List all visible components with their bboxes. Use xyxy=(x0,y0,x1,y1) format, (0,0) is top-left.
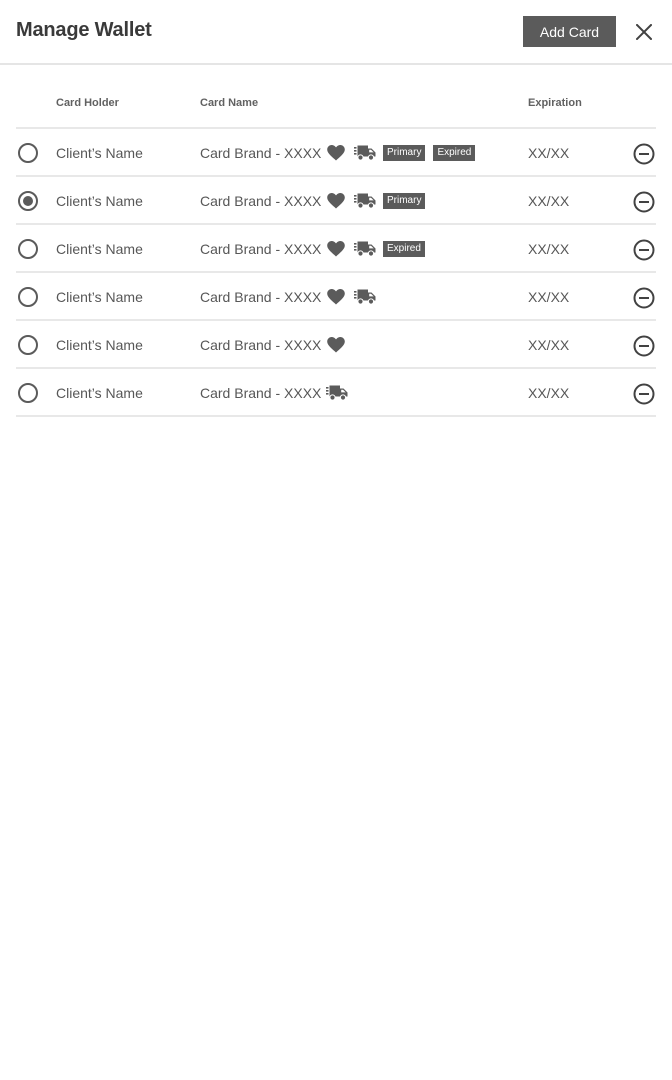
expiration-cell: XX/XX xyxy=(528,241,570,257)
status-badge: Expired xyxy=(383,241,425,257)
expiration-cell: XX/XX xyxy=(528,145,570,161)
column-header-expiration: Expiration xyxy=(528,97,582,109)
card-holder-cell: Client’s Name xyxy=(56,145,143,161)
card-holder-cell: Client’s Name xyxy=(56,193,143,209)
remove-card-button[interactable] xyxy=(632,142,656,166)
remove-card-button[interactable] xyxy=(632,238,656,262)
table-row xyxy=(16,369,656,417)
card-tags xyxy=(322,191,425,211)
radio-selected-dot xyxy=(23,196,33,206)
card-holder-cell: Client’s Name xyxy=(56,241,143,257)
expiration-cell: XX/XX xyxy=(528,193,570,209)
card-name-cell: Card Brand - XXXX xyxy=(200,385,322,401)
heart-icon xyxy=(326,192,346,210)
card-holder-cell: Client’s Name xyxy=(56,337,143,353)
card-holder-cell: Client’s Name xyxy=(56,289,143,305)
card-tags xyxy=(322,383,348,403)
card-tags xyxy=(322,335,346,355)
card-tags xyxy=(322,287,376,307)
card-select-radio-checked[interactable] xyxy=(18,191,38,211)
remove-card-button[interactable] xyxy=(632,382,656,406)
remove-card-button[interactable] xyxy=(632,286,656,310)
card-name-cell: Card Brand - XXXX xyxy=(200,193,322,209)
card-select-radio[interactable] xyxy=(18,383,38,403)
truck-icon xyxy=(354,288,376,306)
truck-icon xyxy=(354,144,376,162)
heart-icon xyxy=(326,336,346,354)
table-row xyxy=(16,177,656,225)
minus-circle-icon xyxy=(633,143,655,165)
card-tags xyxy=(322,239,425,259)
truck-icon xyxy=(354,240,376,258)
card-select-radio[interactable] xyxy=(18,287,38,307)
page-title: Manage Wallet xyxy=(16,19,152,41)
status-badge: Expired xyxy=(433,145,475,161)
table-row xyxy=(16,225,656,273)
card-name-cell: Card Brand - XXXX xyxy=(200,241,322,257)
remove-card-button[interactable] xyxy=(632,334,656,358)
heart-icon xyxy=(326,288,346,306)
table-row xyxy=(16,129,656,177)
status-badge: Primary xyxy=(383,145,425,161)
card-select-radio[interactable] xyxy=(18,335,38,355)
close-icon xyxy=(636,24,652,40)
add-card-button[interactable]: Add Card xyxy=(523,16,616,47)
close-button[interactable] xyxy=(632,20,656,44)
card-name-cell: Card Brand - XXXX xyxy=(200,337,322,353)
card-name-cell: Card Brand - XXXX xyxy=(200,145,322,161)
heart-icon xyxy=(326,240,346,258)
wallet-table xyxy=(16,80,656,417)
card-select-radio[interactable] xyxy=(18,143,38,163)
minus-circle-icon xyxy=(633,239,655,261)
table-row xyxy=(16,273,656,321)
minus-circle-icon xyxy=(633,383,655,405)
minus-circle-icon xyxy=(633,335,655,357)
card-tags xyxy=(322,143,475,163)
table-row xyxy=(16,321,656,369)
minus-circle-icon xyxy=(633,287,655,309)
expiration-cell: XX/XX xyxy=(528,289,570,305)
truck-icon xyxy=(354,192,376,210)
card-name-cell: Card Brand - XXXX xyxy=(200,289,322,305)
remove-card-button[interactable] xyxy=(632,190,656,214)
card-select-radio[interactable] xyxy=(18,239,38,259)
column-header-card-name: Card Name xyxy=(200,97,259,109)
heart-icon xyxy=(326,144,346,162)
table-header xyxy=(16,80,656,129)
column-header-card-holder: Card Holder xyxy=(56,97,119,109)
card-holder-cell: Client’s Name xyxy=(56,385,143,401)
expiration-cell: XX/XX xyxy=(528,385,570,401)
dialog-header xyxy=(0,0,672,65)
expiration-cell: XX/XX xyxy=(528,337,570,353)
table-body xyxy=(16,129,656,417)
truck-icon xyxy=(326,384,348,402)
status-badge: Primary xyxy=(383,193,425,209)
minus-circle-icon xyxy=(633,191,655,213)
